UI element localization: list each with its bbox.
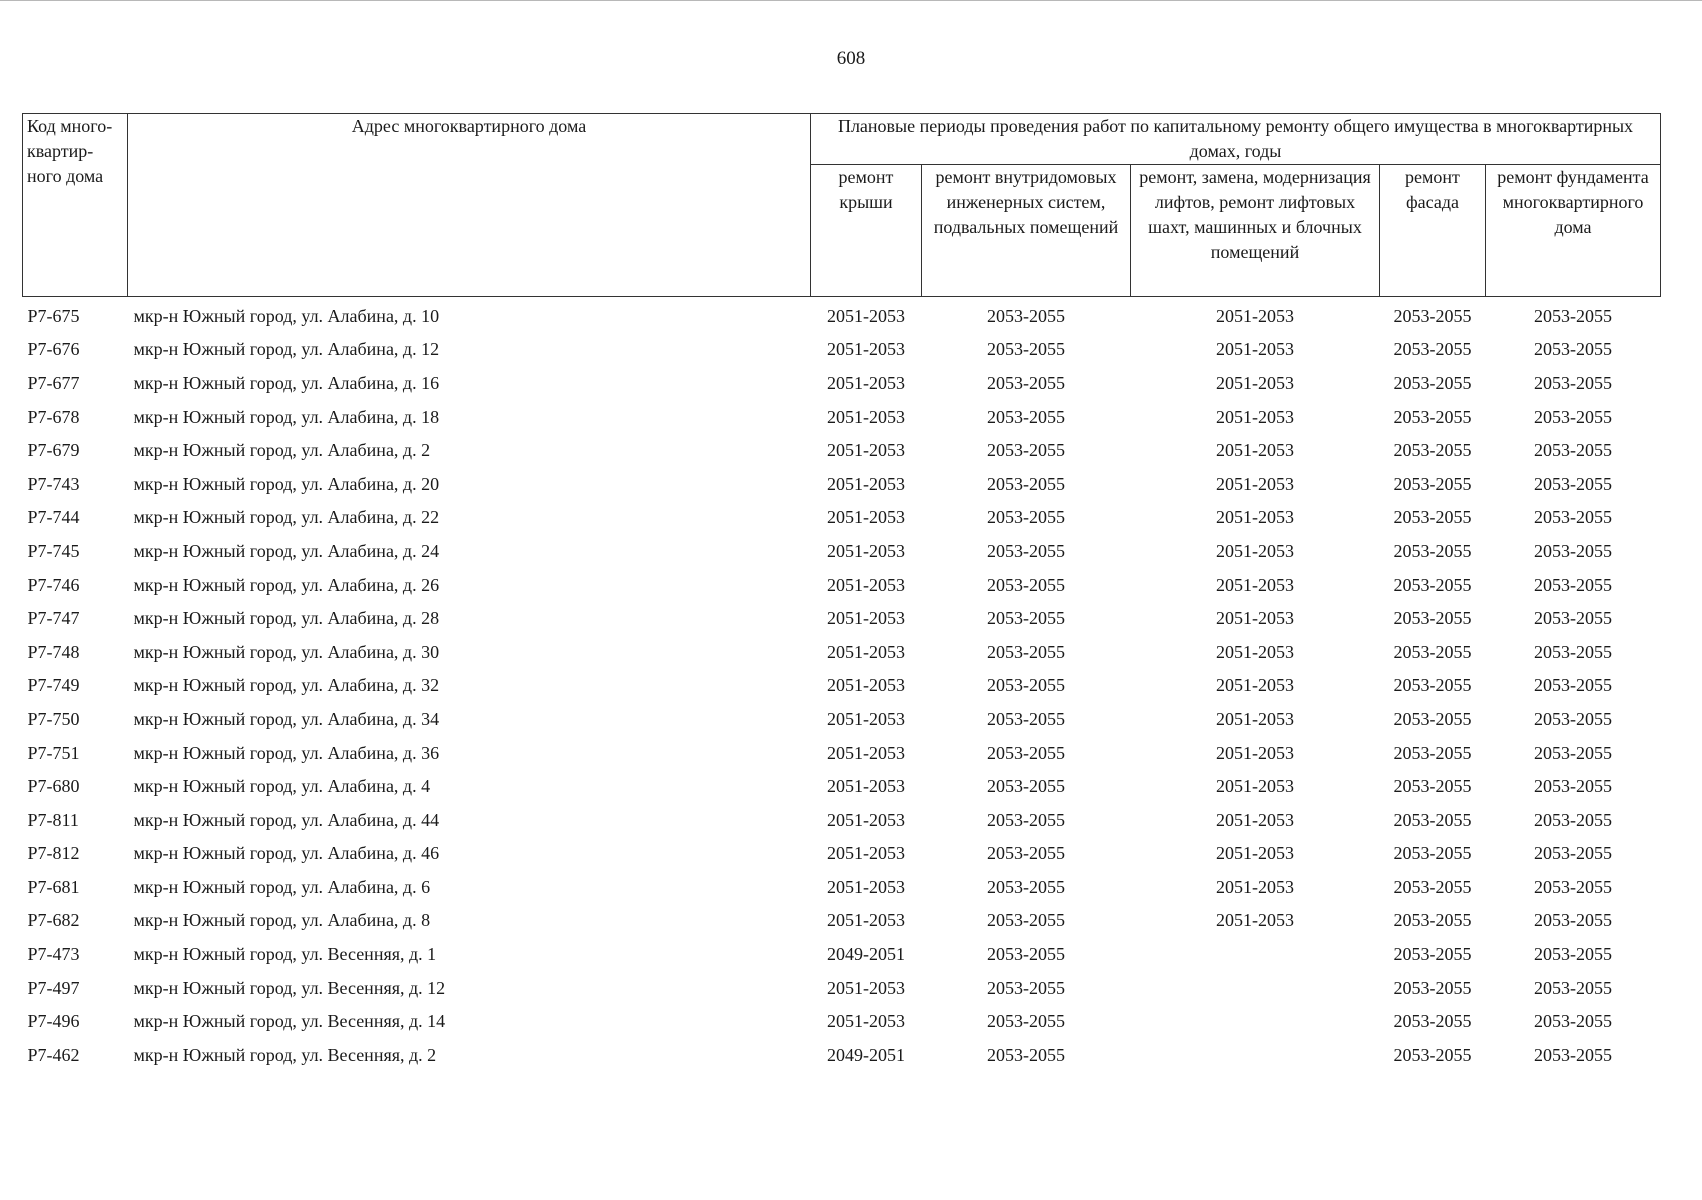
elevators-period-cell: 2051-2053 [1216,540,1294,561]
elevators-period-cell: 2051-2053 [1216,339,1294,360]
address-cell: мкр-н Южный город, ул. Алабина, д. 26 [133,574,440,595]
engineering-period-cell: 2053-2055 [987,708,1065,729]
elevators-period-cell: 2051-2053 [1216,406,1294,427]
facade-period-cell: 2053-2055 [1393,708,1472,729]
code-cell: Р7-677 [27,372,80,393]
address-cell: мкр-н Южный город, ул. Алабина, д. 34 [133,708,440,729]
roof-period-cell: 2051-2053 [827,339,905,360]
code-cell: Р7-747 [27,608,80,629]
address-cell: мкр-н Южный город, ул. Весенняя, д. 2 [133,1044,437,1065]
engineering-period-cell: 2053-2055 [987,540,1065,561]
code-cell: Р7-462 [27,1044,80,1065]
table-row [23,803,1661,837]
address-cell: мкр-н Южный город, ул. Алабина, д. 12 [133,339,440,360]
engineering-period-cell: 2053-2055 [987,1044,1065,1065]
roof-period-cell: 2051-2053 [827,675,905,696]
elevators-period-cell: 2051-2053 [1216,742,1294,763]
facade-period-cell: 2053-2055 [1393,809,1472,830]
facade-period-cell: 2053-2055 [1393,608,1472,629]
engineering-period-cell: 2053-2055 [987,910,1065,931]
code-cell: Р7-744 [27,507,80,528]
engineering-period-cell: 2053-2055 [987,440,1065,461]
foundation-period-cell: 2053-2055 [1534,641,1612,662]
roof-period-cell: 2049-2051 [827,1044,905,1065]
roof-period-cell: 2051-2053 [827,708,905,729]
facade-period-cell: 2053-2055 [1393,843,1472,864]
facade-period-cell: 2053-2055 [1393,1011,1472,1032]
table-row [23,736,1661,770]
header-roof: ремонт крыши [811,165,922,297]
engineering-period-cell: 2053-2055 [987,977,1065,998]
facade-period-cell: 2053-2055 [1393,977,1472,998]
foundation-period-cell: 2053-2055 [1534,1011,1612,1032]
table-row [23,769,1661,803]
address-cell: мкр-н Южный город, ул. Алабина, д. 8 [133,910,431,931]
facade-period-cell: 2053-2055 [1393,1044,1472,1065]
code-cell: Р7-746 [27,574,80,595]
elevators-period-cell: 2051-2053 [1216,910,1294,931]
table-row [23,333,1661,367]
engineering-period-cell: 2053-2055 [987,473,1065,494]
address-cell: мкр-н Южный город, ул. Алабина, д. 16 [133,372,440,393]
foundation-period-cell: 2053-2055 [1534,473,1612,494]
facade-period-cell: 2053-2055 [1393,641,1472,662]
capital-repair-table [22,113,1661,1072]
code-cell: Р7-679 [27,440,80,461]
foundation-period-cell: 2053-2055 [1534,540,1612,561]
address-cell: мкр-н Южный город, ул. Алабина, д. 6 [133,876,431,897]
code-cell: Р7-496 [27,1011,80,1032]
roof-period-cell: 2051-2053 [827,507,905,528]
foundation-period-cell: 2053-2055 [1534,507,1612,528]
elevators-period-cell [1131,971,1380,1005]
table-row [23,433,1661,467]
elevators-period-cell [1131,1038,1380,1072]
table-row [23,669,1661,703]
engineering-period-cell: 2053-2055 [987,843,1065,864]
engineering-period-cell: 2053-2055 [987,675,1065,696]
address-cell: мкр-н Южный город, ул. Алабина, д. 10 [133,305,440,326]
scan-top-rule [0,0,1702,5]
foundation-period-cell: 2053-2055 [1534,1044,1612,1065]
address-cell: мкр-н Южный город, ул. Алабина, д. 44 [133,809,440,830]
roof-period-cell: 2051-2053 [827,876,905,897]
foundation-period-cell: 2053-2055 [1534,776,1612,797]
facade-period-cell: 2053-2055 [1393,574,1472,595]
header-address: Адрес многоквартирного дома [128,114,811,297]
foundation-period-cell: 2053-2055 [1534,372,1612,393]
facade-period-cell: 2053-2055 [1393,876,1472,897]
page-number: 608 [836,48,866,69]
engineering-period-cell: 2053-2055 [987,809,1065,830]
elevators-period-cell: 2051-2053 [1216,876,1294,897]
foundation-period-cell: 2053-2055 [1534,440,1612,461]
code-cell: Р7-811 [27,809,79,830]
foundation-period-cell: 2053-2055 [1534,944,1612,965]
table-row [23,366,1661,400]
elevators-period-cell: 2051-2053 [1216,708,1294,729]
code-cell: Р7-743 [27,473,80,494]
elevators-period-cell: 2051-2053 [1216,843,1294,864]
table-row [23,937,1661,971]
code-cell: Р7-751 [27,742,80,763]
table-row [23,400,1661,434]
foundation-period-cell: 2053-2055 [1534,809,1612,830]
table-row [23,601,1661,635]
engineering-period-cell: 2053-2055 [987,1011,1065,1032]
foundation-period-cell: 2053-2055 [1534,675,1612,696]
table-row [23,568,1661,602]
code-cell: Р7-473 [27,944,80,965]
code-cell: Р7-681 [27,876,80,897]
engineering-period-cell: 2053-2055 [987,574,1065,595]
foundation-period-cell: 2053-2055 [1534,406,1612,427]
code-cell: Р7-812 [27,843,80,864]
elevators-period-cell: 2051-2053 [1216,809,1294,830]
table-row [23,501,1661,535]
code-cell: Р7-678 [27,406,80,427]
code-cell: Р7-680 [27,776,80,797]
table-row [23,1004,1661,1038]
elevators-period-cell: 2051-2053 [1216,305,1294,326]
engineering-period-cell: 2053-2055 [987,608,1065,629]
roof-period-cell: 2051-2053 [827,910,905,931]
elevators-period-cell: 2051-2053 [1216,776,1294,797]
code-cell: Р7-497 [27,977,80,998]
foundation-period-cell: 2053-2055 [1534,742,1612,763]
elevators-period-cell: 2051-2053 [1216,675,1294,696]
engineering-period-cell: 2053-2055 [987,507,1065,528]
header-foundation: ремонт фундамента многоквартирного дома [1486,165,1661,297]
engineering-period-cell: 2053-2055 [987,876,1065,897]
engineering-period-cell: 2053-2055 [987,406,1065,427]
engineering-period-cell: 2053-2055 [987,339,1065,360]
elevators-period-cell: 2051-2053 [1216,507,1294,528]
address-cell: мкр-н Южный город, ул. Алабина, д. 2 [133,440,431,461]
code-cell: Р7-675 [27,305,80,326]
roof-period-cell: 2051-2053 [827,440,905,461]
facade-period-cell: 2053-2055 [1393,910,1472,931]
roof-period-cell: 2051-2053 [827,843,905,864]
roof-period-cell: 2051-2053 [827,1011,905,1032]
address-cell: мкр-н Южный город, ул. Алабина, д. 28 [133,608,440,629]
address-cell: мкр-н Южный город, ул. Алабина, д. 18 [133,406,440,427]
address-cell: мкр-н Южный город, ул. Алабина, д. 46 [133,843,440,864]
table-row [23,971,1661,1005]
foundation-period-cell: 2053-2055 [1534,305,1612,326]
elevators-period-cell: 2051-2053 [1216,440,1294,461]
code-cell: Р7-748 [27,641,80,662]
foundation-period-cell: 2053-2055 [1534,876,1612,897]
roof-period-cell: 2049-2051 [827,944,905,965]
elevators-period-cell: 2051-2053 [1216,641,1294,662]
facade-period-cell: 2053-2055 [1393,473,1472,494]
table-row [23,1038,1661,1072]
facade-period-cell: 2053-2055 [1393,305,1472,326]
elevators-period-cell: 2051-2053 [1216,574,1294,595]
table-row [23,467,1661,501]
table-row [23,702,1661,736]
roof-period-cell: 2051-2053 [827,540,905,561]
elevators-period-cell [1131,1004,1380,1038]
code-cell: Р7-749 [27,675,80,696]
roof-period-cell: 2051-2053 [827,473,905,494]
header-engineering: ремонт внутридомовых инженерных систем, подвальных помещений [922,165,1131,297]
elevators-period-cell [1131,937,1380,971]
foundation-period-cell: 2053-2055 [1534,574,1612,595]
table-row [23,904,1661,938]
roof-period-cell: 2051-2053 [827,977,905,998]
address-cell: мкр-н Южный город, ул. Алабина, д. 24 [133,540,440,561]
table-row [23,534,1661,568]
facade-period-cell: 2053-2055 [1393,440,1472,461]
facade-period-cell: 2053-2055 [1393,339,1472,360]
engineering-period-cell: 2053-2055 [987,372,1065,393]
header-elevators: ремонт, замена, модернизация лифтов, ремонт лифтовых шахт, машинных и блочных помещений [1131,165,1380,297]
foundation-period-cell: 2053-2055 [1534,339,1612,360]
address-cell: мкр-н Южный город, ул. Весенняя, д. 1 [133,944,437,965]
code-cell: Р7-682 [27,910,80,931]
table-row [23,837,1661,871]
code-cell: Р7-745 [27,540,80,561]
foundation-period-cell: 2053-2055 [1534,843,1612,864]
table-row [23,635,1661,669]
facade-period-cell: 2053-2055 [1393,507,1472,528]
roof-period-cell: 2051-2053 [827,641,905,662]
elevators-period-cell: 2051-2053 [1216,608,1294,629]
header-code: Код много-квартир-ного дома [23,114,128,297]
header-periods-group: Плановые периоды проведения работ по капитальному ремонту общего имущества в многоквартирных домах, годы [811,114,1661,165]
address-cell: мкр-н Южный город, ул. Алабина, д. 20 [133,473,440,494]
foundation-period-cell: 2053-2055 [1534,708,1612,729]
roof-period-cell: 2051-2053 [827,809,905,830]
address-cell: мкр-н Южный город, ул. Алабина, д. 22 [133,507,440,528]
foundation-period-cell: 2053-2055 [1534,608,1612,629]
address-cell: мкр-н Южный город, ул. Весенняя, д. 14 [133,1011,446,1032]
facade-period-cell: 2053-2055 [1393,742,1472,763]
header-facade: ремонт фасада [1380,165,1486,297]
table-row [23,297,1661,333]
table-row [23,870,1661,904]
roof-period-cell: 2051-2053 [827,372,905,393]
foundation-period-cell: 2053-2055 [1534,910,1612,931]
elevators-period-cell: 2051-2053 [1216,473,1294,494]
address-cell: мкр-н Южный город, ул. Алабина, д. 36 [133,742,440,763]
roof-period-cell: 2051-2053 [827,574,905,595]
facade-period-cell: 2053-2055 [1393,406,1472,427]
facade-period-cell: 2053-2055 [1393,675,1472,696]
address-cell: мкр-н Южный город, ул. Весенняя, д. 12 [133,977,446,998]
roof-period-cell: 2051-2053 [827,305,905,326]
engineering-period-cell: 2053-2055 [987,776,1065,797]
roof-period-cell: 2051-2053 [827,406,905,427]
address-cell: мкр-н Южный город, ул. Алабина, д. 4 [133,776,431,797]
roof-period-cell: 2051-2053 [827,742,905,763]
facade-period-cell: 2053-2055 [1393,944,1472,965]
address-cell: мкр-н Южный город, ул. Алабина, д. 32 [133,675,440,696]
engineering-period-cell: 2053-2055 [987,305,1065,326]
roof-period-cell: 2051-2053 [827,776,905,797]
code-cell: Р7-676 [27,339,80,360]
engineering-period-cell: 2053-2055 [987,944,1065,965]
roof-period-cell: 2051-2053 [827,608,905,629]
address-cell: мкр-н Южный город, ул. Алабина, д. 30 [133,641,440,662]
elevators-period-cell: 2051-2053 [1216,372,1294,393]
engineering-period-cell: 2053-2055 [987,742,1065,763]
code-cell: Р7-750 [27,708,80,729]
facade-period-cell: 2053-2055 [1393,776,1472,797]
table-body [23,297,1661,1072]
foundation-period-cell: 2053-2055 [1534,977,1612,998]
facade-period-cell: 2053-2055 [1393,540,1472,561]
engineering-period-cell: 2053-2055 [987,641,1065,662]
facade-period-cell: 2053-2055 [1393,372,1472,393]
